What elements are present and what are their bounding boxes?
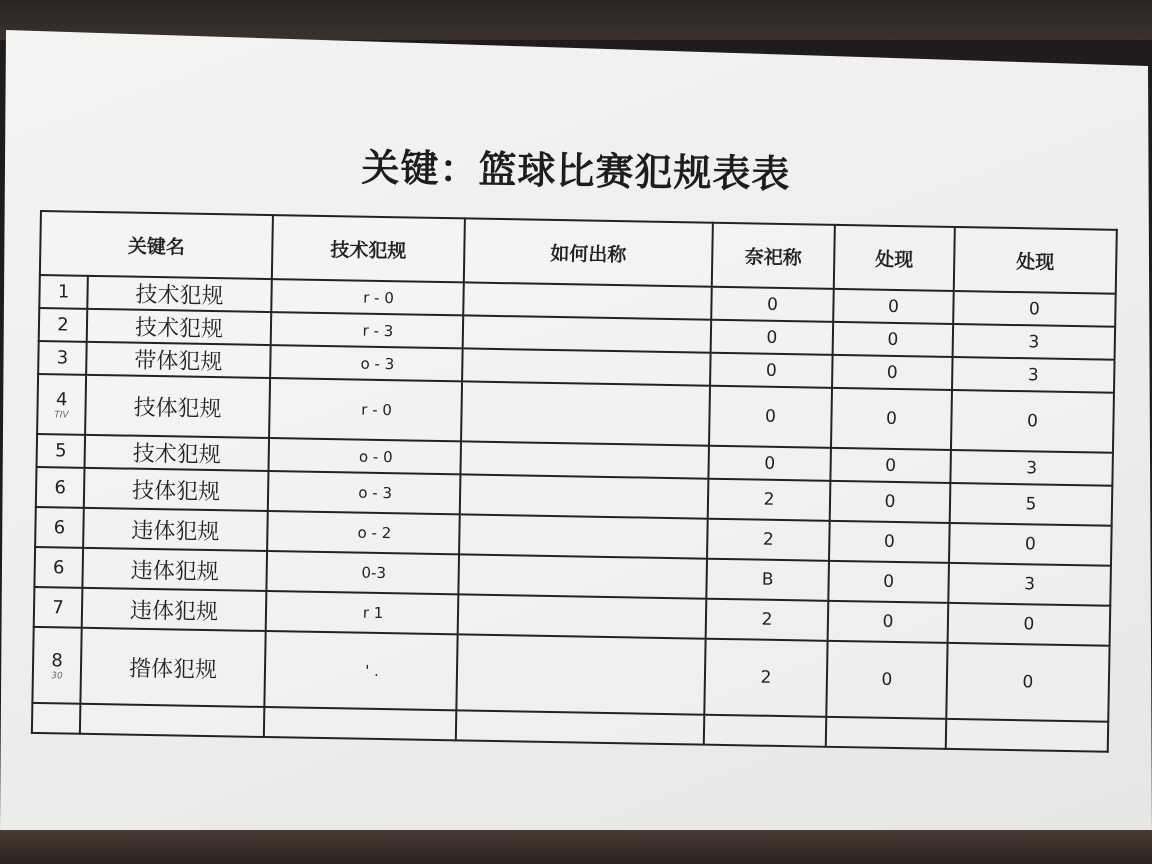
document-title: 关键：篮球比赛犯规表表 [361,145,791,197]
empty-cell [704,715,827,747]
tech-cell: o - 3 [270,345,463,381]
tech-cell: r - 3 [271,312,464,348]
foul-name: 违体犯规 [83,508,268,551]
row-number: 3 [38,341,87,375]
tech-cell: o - 3 [268,471,461,514]
value-cell-b: 0 [833,322,954,357]
row-number-subscript: 30 [51,670,63,681]
value-cell-c: 3 [948,563,1111,606]
row-number: 6 [36,467,85,508]
tech-cell: o - 2 [267,511,460,554]
tech-cell: o - 0 [268,438,461,474]
row-number: 8 [51,649,64,671]
row-number: 6 [34,547,83,588]
value-cell-c: 0 [953,291,1116,327]
header-col-4: 奈祀称 [712,223,835,289]
foul-name: 违体犯规 [82,548,267,591]
how-cell [458,554,707,598]
empty-cell [456,710,704,744]
value-cell-a: 0 [709,386,832,448]
value-cell-c: 0 [946,643,1109,722]
empty-cell [264,707,456,740]
how-cell [456,634,705,714]
foul-name: 违体犯规 [82,588,267,631]
value-cell-a: B [706,559,829,601]
value-cell-a: 0 [710,353,833,388]
value-cell-c: 3 [952,357,1115,393]
value-cell-a: 0 [711,287,834,322]
tech-cell: ' . [264,631,457,710]
row-number-cell [32,627,81,704]
empty-cell [32,703,81,734]
row-number-cell [37,374,86,435]
value-cell-a: 2 [708,479,831,521]
foul-name: 带体犯规 [86,342,271,378]
how-cell [459,514,708,558]
foul-name: 技术犯规 [87,309,272,345]
how-cell [460,474,709,518]
value-cell-c: 5 [950,483,1113,526]
value-cell-a: 2 [707,519,830,561]
value-cell-b: 0 [832,355,953,390]
foul-name: 技术犯规 [87,276,272,312]
how-cell [458,594,707,638]
header-how: 如何出称 [464,218,713,286]
row-number: 5 [37,434,86,468]
value-cell-a: 0 [708,446,831,481]
value-cell-b: 0 [826,641,947,719]
row-number-subscript: TIV [54,409,69,421]
header-col-6: 处现 [954,227,1117,294]
desk-background-bottom [0,830,1152,864]
header-key-name: 关键名 [40,211,273,279]
value-cell-b: 0 [830,448,951,483]
value-cell-b: 0 [831,388,952,450]
desk-background-top [0,0,1152,40]
row-number: 6 [35,507,84,548]
tech-cell: 0-3 [266,551,459,594]
tech-cell: r - 0 [269,378,462,441]
foul-name: 技体犯规 [84,468,269,511]
empty-cell [826,717,947,749]
tech-cell: r - 0 [271,279,464,315]
header-technical-foul: 技术犯规 [272,215,465,282]
value-cell-a: 0 [711,320,834,355]
value-cell-c: 3 [953,324,1116,360]
how-cell [461,381,710,445]
value-cell-c: 0 [949,523,1112,566]
foul-name: 技体犯规 [85,375,270,438]
foul-table [31,210,1118,753]
how-cell [463,315,712,352]
value-cell-b: 0 [830,481,951,523]
how-cell [460,441,709,478]
empty-cell [946,719,1108,752]
row-number: 4 [55,388,68,411]
how-cell [462,348,711,385]
value-cell-b: 0 [833,289,954,324]
value-cell-a: 2 [706,599,829,641]
row-number: 7 [34,587,83,628]
value-cell-a: 2 [704,639,827,717]
value-cell-c: 3 [950,450,1113,486]
value-cell-c: 0 [951,390,1114,453]
value-cell-b: 0 [829,521,950,563]
row-number: 1 [39,275,88,309]
foul-name: 技术犯规 [85,435,270,471]
value-cell-b: 0 [828,561,949,603]
value-cell-c: 0 [948,603,1111,646]
how-cell [463,282,712,319]
row-number: 2 [39,308,88,342]
tech-cell: r 1 [266,591,459,634]
header-col-5: 处现 [834,225,955,291]
value-cell-b: 0 [828,601,949,643]
foul-name: 揝体犯规 [80,628,265,707]
empty-cell [80,704,265,737]
foul-table-container [31,210,1116,753]
